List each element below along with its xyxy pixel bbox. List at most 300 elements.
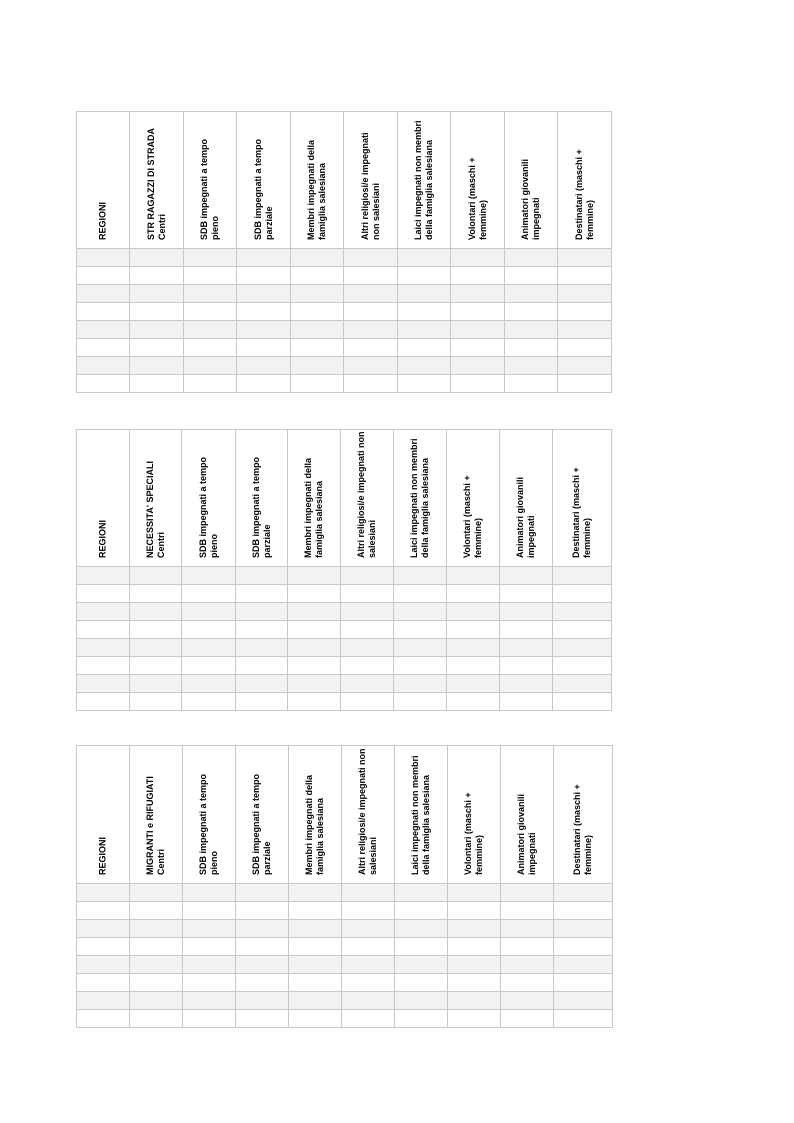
table-cell (77, 339, 130, 357)
table-cell (130, 920, 183, 938)
table-cell (500, 675, 553, 693)
table-cell (77, 585, 130, 603)
table-cell (236, 639, 288, 657)
table-cell (77, 303, 130, 321)
table-cell (448, 992, 501, 1010)
table-cell (341, 621, 394, 639)
table-cell (341, 675, 394, 693)
table-cell (288, 585, 341, 603)
table-cell (291, 285, 344, 303)
table-row (77, 1010, 613, 1028)
table-cell (130, 938, 183, 956)
table-cell (183, 938, 236, 956)
header-label: SDB impegnati a tempo pieno (197, 456, 219, 558)
table-row (77, 567, 612, 585)
table-cell (505, 375, 558, 393)
header-row (77, 112, 612, 249)
table-cell (395, 992, 448, 1010)
table-cell (395, 956, 448, 974)
table-cell (183, 884, 236, 902)
table-cell (184, 375, 237, 393)
table-cell (183, 956, 236, 974)
table-cell (344, 267, 398, 285)
table-cell (500, 693, 553, 711)
table-cell (236, 992, 289, 1010)
table-cell (341, 693, 394, 711)
table-cell (291, 375, 344, 393)
table-row (77, 375, 612, 393)
table-cell (558, 267, 612, 285)
table-cell (394, 693, 447, 711)
table-cell (183, 992, 236, 1010)
table-cell (553, 567, 612, 585)
table-cell (289, 1010, 342, 1028)
header-cell (505, 112, 558, 249)
table-cell (344, 285, 398, 303)
table-cell (184, 303, 237, 321)
table-cell (182, 585, 236, 603)
table-cell (447, 657, 500, 675)
table-cell (505, 285, 558, 303)
table-cell (77, 657, 130, 675)
table-cell (505, 249, 558, 267)
table-cell (554, 920, 613, 938)
table-body (77, 884, 613, 1028)
header-cell (558, 112, 612, 249)
table-cell (236, 902, 289, 920)
header-cell (77, 112, 130, 249)
table-cell (130, 884, 183, 902)
table-cell (342, 956, 395, 974)
table-cell (554, 992, 613, 1010)
table-cell (500, 639, 553, 657)
table-cell (501, 992, 554, 1010)
table-cell (394, 585, 447, 603)
table-cell (500, 657, 553, 675)
table-cell (554, 1010, 613, 1028)
table-cell (451, 339, 505, 357)
header-label: Altri religiosi/e impegnati non salesiani (359, 132, 381, 240)
table-body (77, 567, 612, 711)
header-cell (448, 746, 501, 884)
table-cell (236, 567, 288, 585)
table-cell (77, 884, 130, 902)
table-cell (77, 938, 130, 956)
table-cell (182, 567, 236, 585)
table-cell (553, 657, 612, 675)
table-cell (448, 974, 501, 992)
table-cell (342, 974, 395, 992)
table-cell (553, 639, 612, 657)
table-row (77, 357, 612, 375)
table-cell (342, 992, 395, 1010)
table-cell (501, 1010, 554, 1028)
table-cell (398, 375, 451, 393)
header-label: SDB impegnati a tempo parziale (252, 138, 274, 240)
header-label: REGIONI (97, 201, 108, 240)
header-label: Membri impegnati della famiglia salesiana (306, 139, 327, 240)
table-cell (236, 920, 289, 938)
header-cell (237, 112, 291, 249)
table-cell (130, 321, 184, 339)
table-cell (501, 920, 554, 938)
table-cell (558, 339, 612, 357)
table-row (77, 339, 612, 357)
table-cell (553, 693, 612, 711)
table-cell (558, 357, 612, 375)
table-cell (77, 267, 130, 285)
table-cell (554, 974, 613, 992)
table-cell (558, 303, 612, 321)
table-cell (448, 956, 501, 974)
header-cell (130, 430, 182, 567)
table-cell (447, 693, 500, 711)
table-row (77, 956, 613, 974)
header-label: REGIONI (97, 836, 108, 875)
table-cell (130, 357, 184, 375)
table-cell (289, 938, 342, 956)
table-cell (342, 902, 395, 920)
table-cell (558, 321, 612, 339)
table-cell (77, 321, 130, 339)
table-cell (341, 603, 394, 621)
table-cell (77, 675, 130, 693)
header-cell (130, 112, 184, 249)
header-cell (236, 746, 289, 884)
header-label: Volontari (maschi + femmine) (462, 475, 483, 558)
header-cell (289, 746, 342, 884)
table-cell (130, 675, 182, 693)
table-cell (398, 267, 451, 285)
table-cell (288, 567, 341, 585)
table-street-children (76, 111, 612, 393)
header-label: Laici impegnati non membri della famiglia salesiana (410, 755, 431, 875)
table-cell (344, 357, 398, 375)
header-label: Laici impegnati non membri della famiglia salesiana (413, 120, 434, 240)
table-cell (182, 639, 236, 657)
table-row (77, 675, 612, 693)
table-cell (288, 675, 341, 693)
table-cell (342, 920, 395, 938)
header-cell (500, 430, 553, 567)
table-cell (500, 621, 553, 639)
table-cell (288, 693, 341, 711)
table-cell (236, 693, 288, 711)
table-row (77, 974, 613, 992)
table-cell (501, 884, 554, 902)
header-label: Membri impegnati della famiglia salesiana (303, 457, 324, 558)
header-cell (130, 746, 183, 884)
table-cell (447, 603, 500, 621)
header-label: Volontari (maschi + femmine) (466, 157, 488, 240)
table-cell (236, 675, 288, 693)
table-cell (451, 321, 505, 339)
table-cell (291, 303, 344, 321)
table-cell (182, 657, 236, 675)
table-cell (130, 603, 182, 621)
header-label: SDB impegnati a tempo pieno (199, 138, 220, 240)
header-cell (77, 746, 130, 884)
header-label: Animatori giovanili impegnati (515, 476, 536, 558)
table-cell (395, 884, 448, 902)
table-cell (77, 1010, 130, 1028)
table-cell (289, 992, 342, 1010)
table-row (77, 585, 612, 603)
table-cell (291, 357, 344, 375)
header-label: Laici impegnati non membri della famiglia salesiana (409, 438, 430, 558)
header-cell (344, 112, 398, 249)
table-cell (182, 693, 236, 711)
table-cell (451, 303, 505, 321)
table-cell (184, 285, 237, 303)
table-cell (341, 639, 394, 657)
table-cell (451, 249, 505, 267)
header-cell (342, 746, 395, 884)
table-cell (505, 357, 558, 375)
table-cell (130, 285, 184, 303)
table-cell (77, 567, 130, 585)
table-cell (395, 920, 448, 938)
table-cell (395, 1010, 448, 1028)
table-row (77, 920, 613, 938)
table-cell (558, 249, 612, 267)
table-cell (77, 992, 130, 1010)
table-cell (394, 639, 447, 657)
table-cell (394, 657, 447, 675)
table-cell (344, 375, 398, 393)
table-cell (344, 339, 398, 357)
header-cell (451, 112, 505, 249)
table-cell (77, 603, 130, 621)
table-cell (236, 621, 288, 639)
header-label: SDB impegnati a tempo pieno (198, 773, 219, 875)
table-cell (500, 585, 553, 603)
header-cell (77, 430, 130, 567)
table-row (77, 693, 612, 711)
table-cell (500, 567, 553, 585)
table-cell (182, 603, 236, 621)
table-cell (398, 249, 451, 267)
table-body (77, 249, 612, 393)
table-cell (501, 938, 554, 956)
table-cell (342, 938, 395, 956)
table-cell (184, 321, 237, 339)
table-cell (77, 375, 130, 393)
table-cell (130, 956, 183, 974)
table-cell (289, 974, 342, 992)
header-label: NECESSITA' SPECIALI Centri (144, 461, 166, 558)
table-cell (77, 693, 130, 711)
table-cell (237, 303, 291, 321)
table-cell (501, 956, 554, 974)
table-cell (130, 657, 182, 675)
header-label: Volontari (maschi + femmine) (463, 792, 484, 875)
table-cell (505, 321, 558, 339)
table-cell (130, 639, 182, 657)
table-row (77, 303, 612, 321)
table-cell (77, 974, 130, 992)
table-cell (505, 267, 558, 285)
table-cell (184, 249, 237, 267)
table-cell (344, 321, 398, 339)
table-cell (289, 920, 342, 938)
table-cell (77, 285, 130, 303)
table-cell (553, 603, 612, 621)
table-cell (447, 567, 500, 585)
table-row (77, 992, 613, 1010)
table-row (77, 639, 612, 657)
table-cell (288, 639, 341, 657)
header-label: Membri impegnati della famiglia salesiana (304, 774, 325, 875)
table-cell (344, 303, 398, 321)
table-cell (184, 267, 237, 285)
table-row (77, 621, 612, 639)
table-cell (395, 938, 448, 956)
table-cell (184, 339, 237, 357)
header-label: Altri religiosi/e impegnati non salesiani (357, 748, 378, 875)
table-cell (130, 902, 183, 920)
header-label: REGIONI (97, 519, 108, 558)
table-cell (448, 902, 501, 920)
header-label: Animatori giovanili impegnati (520, 158, 541, 240)
table-cell (130, 693, 182, 711)
table-cell (447, 639, 500, 657)
table-cell (237, 285, 291, 303)
table-cell (237, 375, 291, 393)
table-cell (236, 585, 288, 603)
table-cell (398, 321, 451, 339)
header-label: SDB impegnati a tempo parziale (250, 456, 272, 558)
table-cell (448, 1010, 501, 1028)
table-cell (398, 285, 451, 303)
header-cell (398, 112, 451, 249)
table-cell (554, 884, 613, 902)
table-row (77, 267, 612, 285)
table-cell (341, 567, 394, 585)
table-cell (344, 249, 398, 267)
table-cell (448, 920, 501, 938)
table-cell (236, 938, 289, 956)
table-special-needs (76, 429, 612, 711)
table-cell (236, 956, 289, 974)
table-cell (236, 1010, 289, 1028)
header-cell (291, 112, 344, 249)
table-cell (77, 639, 130, 657)
header-label: MIGRANTI e RIFUGIATI Centri (145, 776, 166, 875)
header-label: Altri religiosi/e impegnati non salesiani (356, 431, 377, 558)
table-cell (451, 357, 505, 375)
table-cell (448, 938, 501, 956)
table-cell (451, 375, 505, 393)
table-cell (447, 621, 500, 639)
table-cell (236, 603, 288, 621)
table-cell (183, 920, 236, 938)
table-cell (341, 657, 394, 675)
table-cell (394, 621, 447, 639)
table-cell (553, 585, 612, 603)
table-cell (291, 321, 344, 339)
table-cell (289, 956, 342, 974)
table-cell (291, 339, 344, 357)
header-row (77, 746, 613, 884)
table-cell (183, 902, 236, 920)
table-cell (77, 902, 130, 920)
table-cell (130, 249, 184, 267)
header-label: Destinatari (maschi + femmine) (571, 467, 592, 558)
table-cell (130, 339, 184, 357)
header-cell (553, 430, 612, 567)
table-cell (398, 357, 451, 375)
table-cell (500, 603, 553, 621)
table-migrants-refugees (76, 745, 613, 1028)
table-cell (130, 267, 184, 285)
table-cell (130, 567, 182, 585)
table-cell (501, 902, 554, 920)
table-row (77, 884, 613, 902)
table-cell (237, 249, 291, 267)
header-label: STR RAGAZZI DI STRADA Centri (145, 128, 167, 240)
table-cell (237, 357, 291, 375)
table-cell (77, 956, 130, 974)
table-cell (398, 339, 451, 357)
header-cell (184, 112, 237, 249)
table-cell (237, 321, 291, 339)
header-cell (182, 430, 236, 567)
table-row (77, 657, 612, 675)
table-cell (447, 585, 500, 603)
table-cell (130, 992, 183, 1010)
table-cell (395, 974, 448, 992)
table-cell (77, 920, 130, 938)
header-cell (501, 746, 554, 884)
table-cell (505, 339, 558, 357)
table-row (77, 249, 612, 267)
table-cell (558, 285, 612, 303)
table-cell (130, 1010, 183, 1028)
header-label: Destinatari (maschi + femmine) (572, 784, 593, 875)
header-cell (447, 430, 500, 567)
table-cell (291, 249, 344, 267)
table-cell (394, 567, 447, 585)
header-cell (341, 430, 394, 567)
table-cell (395, 902, 448, 920)
table-cell (554, 956, 613, 974)
table-cell (288, 657, 341, 675)
table-cell (184, 357, 237, 375)
table-row (77, 902, 613, 920)
table-cell (289, 884, 342, 902)
table-cell (394, 603, 447, 621)
table-cell (451, 285, 505, 303)
table-cell (398, 303, 451, 321)
table-cell (236, 974, 289, 992)
table-cell (288, 603, 341, 621)
table-cell (183, 974, 236, 992)
table-cell (288, 621, 341, 639)
table-cell (554, 902, 613, 920)
table-row (77, 603, 612, 621)
table-cell (394, 675, 447, 693)
table-cell (291, 267, 344, 285)
table-cell (183, 1010, 236, 1028)
table-cell (130, 585, 182, 603)
table-cell (341, 585, 394, 603)
table-cell (289, 902, 342, 920)
table-cell (182, 675, 236, 693)
table-cell (77, 621, 130, 639)
table-cell (553, 621, 612, 639)
table-cell (130, 621, 182, 639)
